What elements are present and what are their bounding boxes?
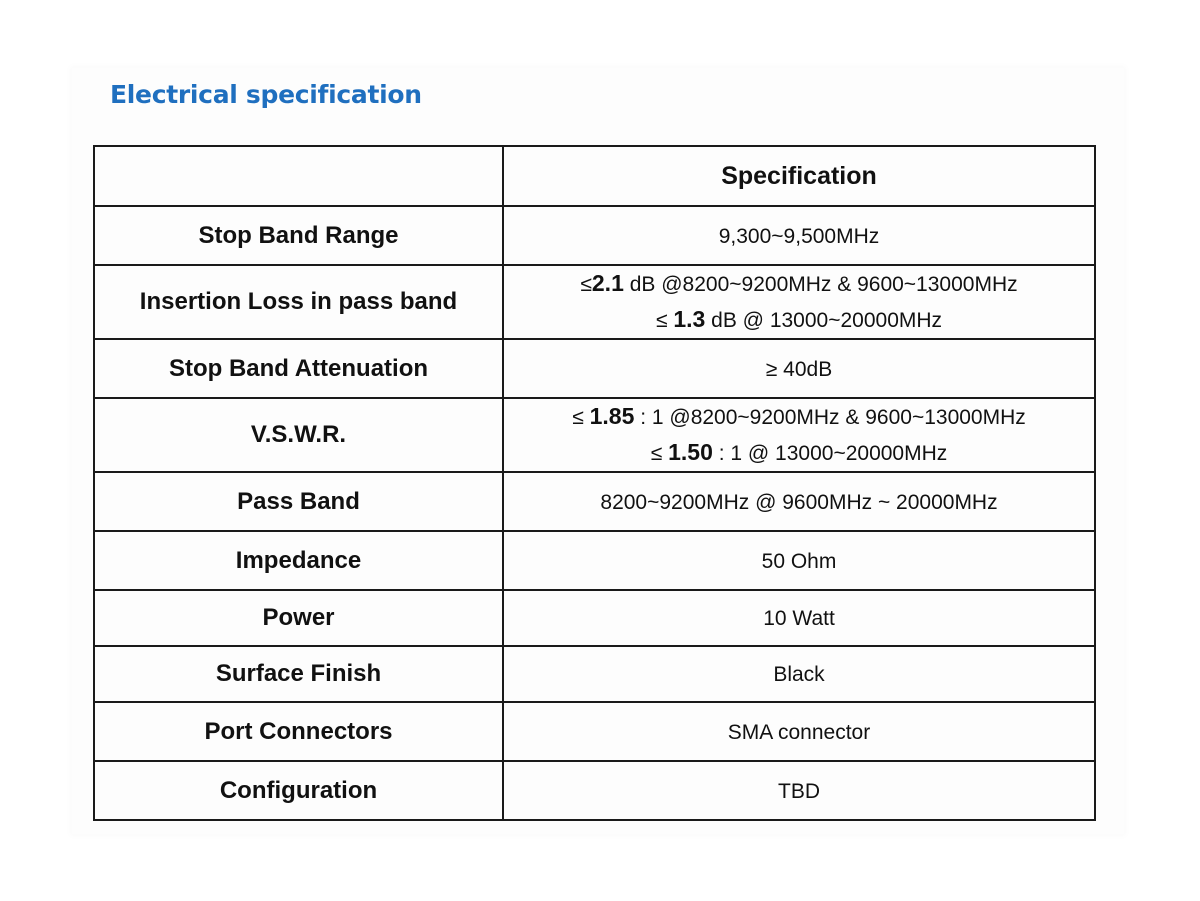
table-row bbox=[94, 646, 1095, 702]
spec-value bbox=[503, 761, 1095, 820]
spec-pre: ≤ bbox=[580, 273, 592, 296]
spec-line bbox=[504, 714, 1094, 750]
header-param-cell bbox=[94, 146, 503, 206]
spec-bold-value: 2.1 bbox=[591, 270, 624, 296]
spec-post: : 1 @8200~9200MHz & 9600~13000MHz bbox=[634, 406, 1026, 429]
spec-pre: ≤ bbox=[655, 309, 674, 332]
spec-line bbox=[504, 351, 1094, 387]
param-name: Insertion Loss in pass band bbox=[94, 265, 503, 339]
spec-line bbox=[504, 773, 1094, 809]
table-row bbox=[94, 590, 1095, 646]
spec-value bbox=[503, 206, 1095, 265]
spec-line bbox=[504, 484, 1094, 520]
section-title: Electrical specification bbox=[110, 80, 422, 109]
spec-value bbox=[503, 265, 1095, 339]
param-name: Pass Band bbox=[94, 472, 503, 531]
spec-value bbox=[503, 702, 1095, 761]
spec-post: 9,300~9,500MHz bbox=[718, 224, 880, 248]
param-name: Impedance bbox=[94, 531, 503, 590]
spec-bold-value: 1.3 bbox=[673, 306, 706, 332]
spec-post: dB @8200~9200MHz & 9600~13000MHz bbox=[623, 273, 1018, 296]
spec-post: : 1 @ 13000~20000MHz bbox=[712, 442, 948, 465]
spec-line bbox=[504, 266, 1094, 302]
table-row bbox=[94, 702, 1095, 761]
spec-value bbox=[503, 646, 1095, 702]
header-spec-cell: Specification bbox=[503, 146, 1095, 206]
table-header-row bbox=[94, 146, 1095, 206]
spec-post: 50 Ohm bbox=[761, 549, 837, 573]
table-row bbox=[94, 265, 1095, 339]
param-name: Stop Band Attenuation bbox=[94, 339, 503, 398]
spec-value bbox=[503, 472, 1095, 531]
param-name: Configuration bbox=[94, 761, 503, 820]
spec-post: dB @ 13000~20000MHz bbox=[705, 309, 943, 332]
spec-post: 8200~9200MHz @ 9600MHz ~ 20000MHz bbox=[600, 490, 998, 514]
table-row bbox=[94, 206, 1095, 265]
spec-value bbox=[503, 398, 1095, 472]
spec-post: 10 Watt bbox=[763, 607, 835, 630]
table-row bbox=[94, 339, 1095, 398]
electrical-spec-table bbox=[93, 145, 1096, 821]
param-name: V.S.W.R. bbox=[94, 398, 503, 472]
spec-post: ≥ 40dB bbox=[765, 357, 833, 381]
spec-line bbox=[504, 656, 1094, 692]
spec-line bbox=[504, 302, 1094, 338]
spec-bold-value: 1.85 bbox=[589, 403, 635, 429]
spec-post: Black bbox=[773, 663, 825, 686]
spec-value bbox=[503, 339, 1095, 398]
param-name: Stop Band Range bbox=[94, 206, 503, 265]
table-row bbox=[94, 472, 1095, 531]
spec-line bbox=[504, 218, 1094, 254]
spec-value bbox=[503, 531, 1095, 590]
spec-post: SMA connector bbox=[727, 720, 871, 744]
spec-line bbox=[504, 435, 1094, 471]
param-name: Power bbox=[94, 590, 503, 646]
spec-pre: ≤ bbox=[650, 442, 669, 465]
spec-bold-value: 1.50 bbox=[668, 439, 713, 465]
table-row bbox=[94, 398, 1095, 472]
spec-pre: ≤ bbox=[572, 406, 590, 429]
table-row bbox=[94, 531, 1095, 590]
param-name: Surface Finish bbox=[94, 646, 503, 702]
table-row bbox=[94, 761, 1095, 820]
spec-line bbox=[504, 600, 1094, 636]
spec-line bbox=[504, 543, 1094, 579]
param-name: Port Connectors bbox=[94, 702, 503, 761]
spec-post: TBD bbox=[778, 779, 820, 803]
spec-value bbox=[503, 590, 1095, 646]
spec-line bbox=[504, 399, 1094, 435]
